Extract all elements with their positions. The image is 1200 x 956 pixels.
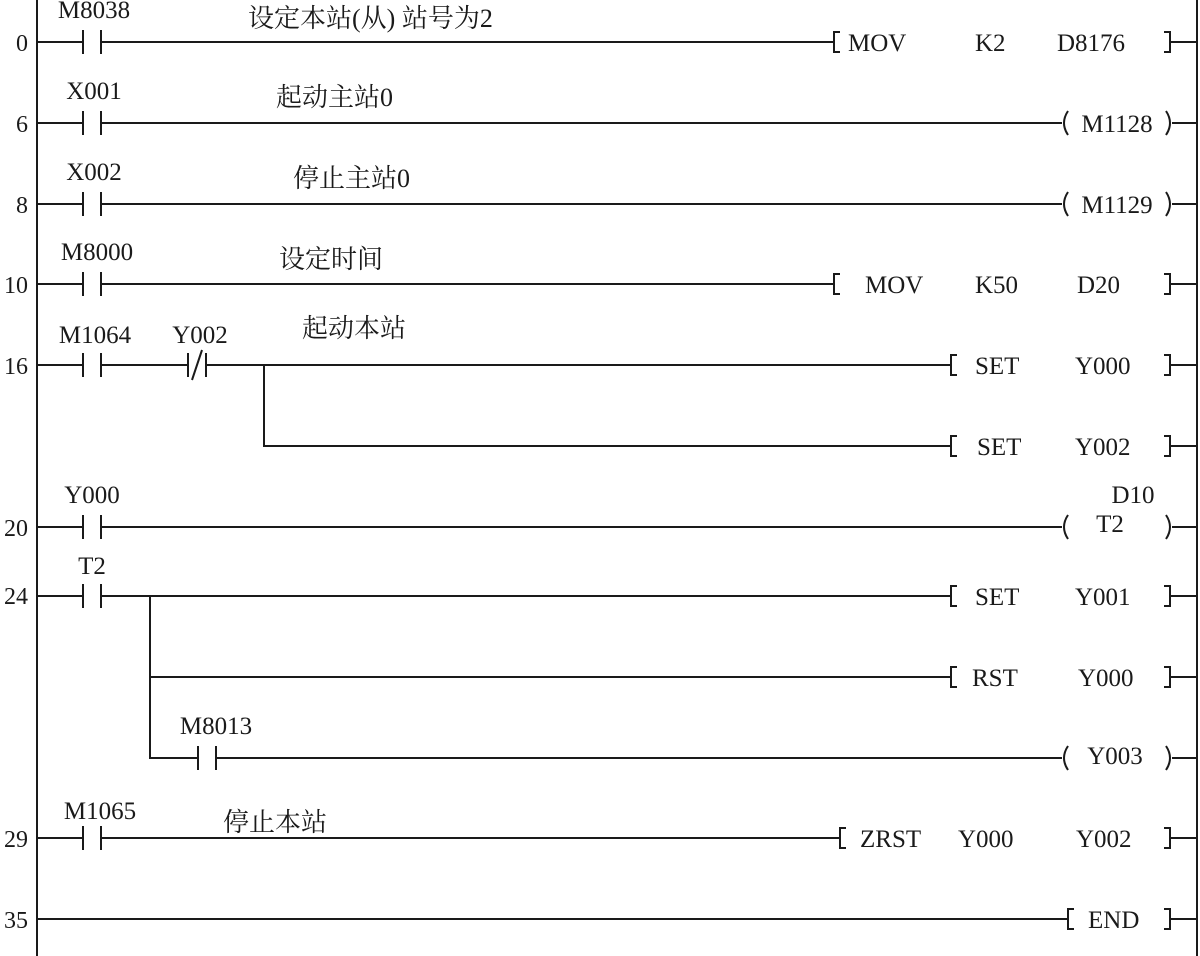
rung-29 (4, 798, 1197, 853)
step-number: 10 (4, 273, 28, 299)
instruction-operand: D8176 (1057, 30, 1126, 57)
instruction-operand: D20 (1077, 272, 1121, 299)
contact-label: T2 (78, 553, 106, 580)
instruction-box (951, 584, 1170, 611)
contact-no (198, 746, 216, 770)
rung-0 (16, 0, 1197, 57)
instruction-box (834, 30, 1170, 57)
instruction-operand: Y000 (1075, 353, 1131, 380)
output-coil (1064, 743, 1170, 770)
rung-6 (16, 78, 1197, 138)
contact-no (83, 515, 101, 539)
rung-16 (4, 314, 1197, 461)
instruction-opcode: SET (975, 584, 1020, 611)
instruction-operand: Y002 (1075, 434, 1131, 461)
contact-no (83, 192, 101, 216)
instruction-opcode: SET (975, 353, 1020, 380)
instruction-box (951, 665, 1170, 692)
step-number: 8 (16, 193, 28, 219)
contact-label: X001 (66, 78, 122, 105)
contact-no (83, 826, 101, 850)
instruction-operand: Y000 (958, 826, 1014, 853)
rung-comment: 停止主站0 (293, 164, 411, 193)
instruction-opcode: MOV (865, 272, 924, 299)
rung-comment: 起动主站0 (276, 83, 394, 112)
rung-comment: 起动本站 (302, 314, 407, 343)
instruction-operand: Y002 (1076, 826, 1132, 853)
rung-comment: 设定本站(从) 站号为2 (248, 4, 493, 33)
rung-comment: 停止本站 (223, 808, 328, 837)
instruction-box (840, 826, 1170, 853)
rung-8 (16, 159, 1197, 219)
instruction-operand: K50 (975, 272, 1019, 299)
instruction-operand: Y000 (1078, 665, 1134, 692)
instruction-box (834, 272, 1170, 299)
contact-label: M8000 (60, 239, 134, 266)
instruction-operand: K2 (975, 30, 1006, 57)
end-instruction (1068, 907, 1170, 934)
contact-label: M8013 (179, 713, 253, 740)
contact-label: M8038 (57, 0, 131, 24)
rung-comment: 设定时间 (279, 245, 384, 274)
rung-35 (4, 907, 1197, 934)
instruction-box (951, 353, 1170, 380)
instruction-operand: Y001 (1075, 584, 1131, 611)
step-number: 6 (16, 112, 28, 138)
instruction-opcode: END (1088, 907, 1140, 934)
coil-device: M1128 (1081, 111, 1153, 138)
instruction-opcode: ZRST (860, 826, 922, 853)
instruction-opcode: MOV (848, 30, 907, 57)
coil-device: M1129 (1081, 192, 1153, 219)
contact-no (83, 353, 101, 377)
step-number: 20 (4, 516, 28, 542)
coil-device: T2 (1096, 511, 1124, 538)
contact-label: X002 (66, 159, 122, 186)
contact-no (83, 584, 101, 608)
instruction-box (951, 434, 1170, 461)
step-number: 0 (16, 31, 28, 57)
contact-label: Y000 (64, 482, 120, 509)
contact-no (83, 272, 101, 296)
output-coil (1064, 111, 1170, 138)
rung-10 (4, 239, 1197, 299)
step-number: 29 (4, 827, 28, 853)
contact-label: Y002 (172, 322, 228, 349)
contact-label: M1064 (58, 322, 132, 349)
contact-nc (188, 350, 206, 380)
step-number: 24 (4, 584, 28, 610)
step-number: 16 (4, 354, 28, 380)
timer-coil (1064, 482, 1170, 539)
timer-setting: D10 (1111, 482, 1155, 509)
step-number: 35 (4, 908, 28, 934)
output-coil (1064, 192, 1170, 219)
contact-no (83, 111, 101, 135)
rung-24 (4, 553, 1197, 770)
rung-20 (4, 482, 1197, 542)
coil-device: Y003 (1087, 743, 1143, 770)
contact-no (83, 30, 101, 54)
contact-label: M1065 (63, 798, 137, 825)
instruction-opcode: RST (972, 665, 1018, 692)
instruction-opcode: SET (977, 434, 1022, 461)
